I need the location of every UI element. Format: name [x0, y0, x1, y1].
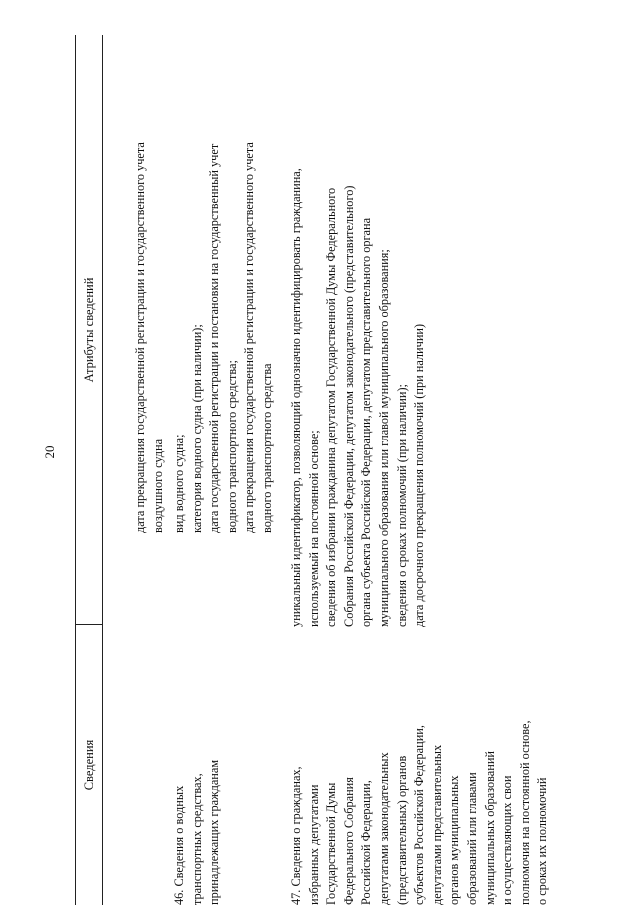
text-line: сведения об избрании гражданина депутатом Государственной Думы Федерального — [324, 187, 339, 627]
text-line: муниципального образования или главой муниципального образования; — [376, 249, 391, 627]
text-line: и осуществляющих свои — [500, 775, 515, 905]
header-bottom-border — [102, 35, 103, 905]
text-line: муниципальных образований — [482, 751, 497, 905]
text-line: избранных депутатами — [306, 784, 321, 905]
text-line: дата государственной регистрации и постановки на государственный учет — [207, 143, 222, 533]
text-line: депутатами представительных — [429, 744, 444, 905]
text-line: образований или главами — [464, 772, 479, 905]
text-line: уникальный идентификатор, позволяющий однозначно идентифицировать гражданина, — [289, 168, 303, 627]
text-line: 46. Сведения о водных — [172, 785, 186, 905]
text-line: Государственной Думы — [324, 782, 339, 905]
text-line: сведения о сроках полномочий (при наличии); — [394, 384, 409, 627]
text-line: (представительных) органов — [394, 755, 409, 905]
text-line: о сроках их полномочий — [535, 777, 550, 905]
header-info: Сведения — [82, 739, 96, 791]
text-line: транспортных средствах, — [189, 773, 204, 905]
text-line: водного транспортного средства; — [224, 360, 239, 533]
text-line: вид водного судна; — [172, 434, 186, 533]
text-line: 47. Сведения о гражданах, — [289, 766, 303, 905]
text-line: Собрания Российской Федерации, депутатом законодательного (представительного) — [341, 185, 356, 627]
row-46-attributes — [171, 142, 277, 533]
text-line: Федерального Собрания — [341, 777, 356, 905]
text-line: полномочия на постоянной основе, — [517, 720, 532, 905]
text-line: дата досрочного прекращения полномочий (при наличии) — [412, 323, 427, 627]
text-line: органа субъекта Российской Федерации, депутатом представительного органа — [359, 217, 374, 627]
text-line: дата прекращения государственной регистрации и государственного учета — [242, 142, 257, 533]
text-line: субъектов Российской Федерации, — [412, 725, 427, 905]
text-line: органов муниципальных — [447, 775, 462, 905]
text-line: депутатами законодательных — [376, 752, 391, 905]
text-line: дата прекращения государственной регистрации и государственного учета — [133, 142, 147, 533]
row-46-name — [171, 760, 224, 905]
text-line: используемый на постоянной основе; — [306, 430, 321, 627]
text-line: воздушного судна — [150, 438, 165, 533]
text-line: Российской Федерации, — [359, 780, 374, 905]
continuation-attributes — [132, 142, 167, 533]
row-47-attributes — [288, 168, 429, 627]
text-line: водного транспортного средства — [259, 363, 274, 533]
header-attributes: Атрибуты сведений — [82, 277, 96, 383]
text-line: принадлежащих гражданам — [207, 759, 222, 905]
page-number: 20 — [42, 445, 57, 459]
table-top-border — [75, 35, 76, 905]
row-47-name — [288, 720, 552, 905]
text-line: категория водного судна (при наличии); — [189, 324, 204, 533]
